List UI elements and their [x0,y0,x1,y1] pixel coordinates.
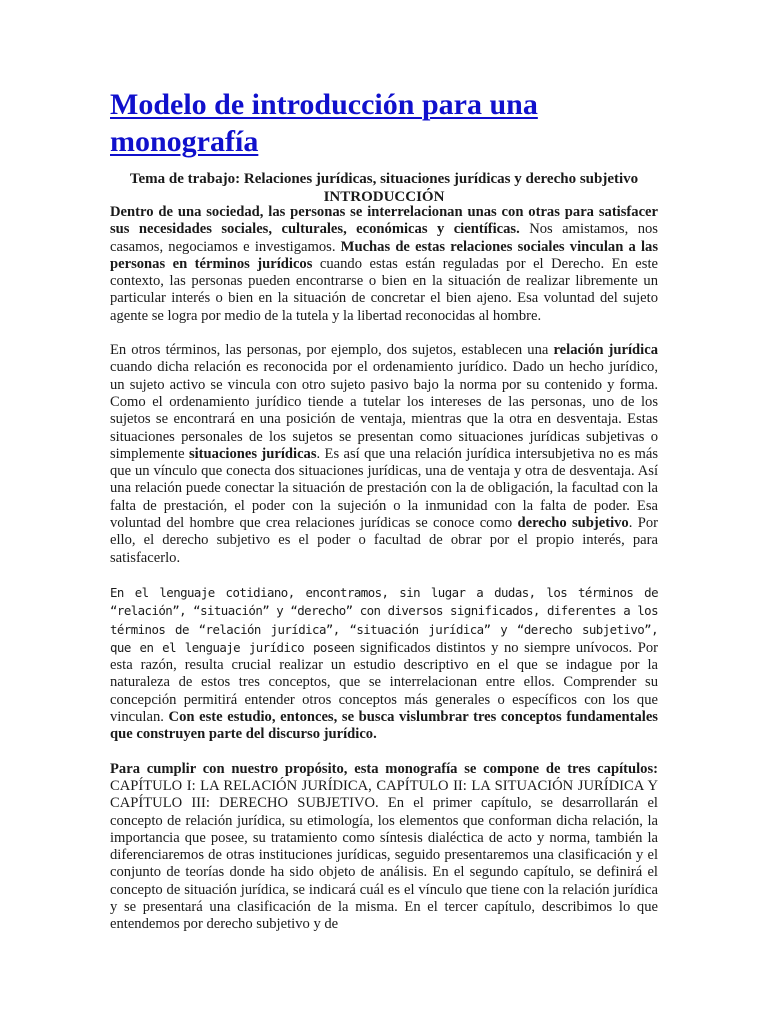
paragraph-2 [110,342,658,567]
text-run: cuando dicha relación es reconocida por el ordenamiento jurídico. Dado un hecho jurídico, un sujeto activo se vincula con otro sujeto pasivo bajo la norma por su contenido y forma. Como el ordenamiento jurídico tiende a tutelar los intereses de las personas, uno de los sujetos se encontrará en una posición de ventaja, mientras que la otra en desventaja. Estas situaciones personales de los sujetos se presentan como situaciones jurídicas subjetivas o simplemente [110,359,658,462]
text-run: relación jurídica [553,342,659,359]
text-run: Nos amistamos, nos casamos, negociamos e investigamos. [110,221,658,255]
text-run: cuando estas están reguladas por el Derecho. En este contexto, las personas pueden encontrarse o bien en la situación de realizar libremente un particular interés o bien en la situación de concretar el bien ajeno. Esa voluntad del sujeto agente se logra por medio de la tutela y la libertad reconocidas al hombre. [110,255,658,324]
text-run: En otros términos, las personas, por ejemplo, dos sujetos, establecen una [110,342,554,359]
text-run: En el lenguaje cotidiano, encontramos, sin lugar a dudas, los términos de “relación”, “situación” y “derecho” con diversos significados, diferentes a los términos de “relación jurídica”, “situación jurídica” y “derecho subjetivo”, que en el lenguaje jurídico poseen [110,584,658,655]
paragraph-1 [110,204,658,325]
document-body [110,204,658,934]
subject-line: Tema de trabajo: Relaciones jurídicas, situaciones jurídicas y derecho subjetivo [129,171,639,187]
section-heading: INTRODUCCIÓN [323,189,445,205]
text-run: . Es así que una relación jurídica intersubjetiva no es más que un vínculo que conecta dos situaciones jurídicas, una de ventaja y otra de desventaja. Así una relación puede conectar la situación de prestación con la de obligación, la facultad con la falta de prestación, el poder con la sujeción o la inmunidad con la falta de poder. Esa voluntad del hombre que crea relaciones jurídicas se conoce como [110,445,658,532]
text-run: situaciones jurídicas [188,445,317,462]
text-run: derecho subjetivo [517,515,629,532]
text-run: Para cumplir con nuestro propósito, esta monografía se compone de tres capítulos: [110,760,658,777]
text-run: CAPÍTULO I: LA RELACIÓN JURÍDICA, CAPÍTULO II: LA SITUACIÓN JURÍDICA Y CAPÍTULO III: DERECHO SUBJETIVO. En el primer capítulo, se desarrollarán el concepto de relación jurídica, su etimología, los elementos que conforman dicha relación, la importancia que posee, su tratamiento como síntesis dialéctica de acto y norma, también la diferenciaremos de otras instituciones jurídicas, seguido presentaremos una clasificación y el conjunto de teorías donde ha sido objeto de análisis. En el segundo capítulo, se definirá el concepto de situación jurídica, se indicará cuál es el vínculo que tiene con la relación jurídica y se presentará una clasificación de la misma. En el tercer capítulo, describimos lo que entendemos por derecho subjetivo y de [110,777,658,933]
text-run: significados distintos y no siempre unívocos. Por esta razón, resulta crucial realizar un estudio descriptivo en el que se indague por la naturaleza de estos tres conceptos, que se interrelacionan entre ellos. Comprender su concepción permitirá entender otros conceptos más generales o específicos con los que vinculan. [110,639,658,726]
text-run: Dentro de una sociedad, las personas se interrelacionan unas con otras para satisfacer sus necesidades sociales, culturales, económicas y científicas. [110,204,658,238]
paragraph-4 [110,761,658,934]
paragraph-3 [110,584,658,744]
document-title[interactable]: Modelo de introducción para una monografía [110,88,538,158]
text-run: Muchas de estas relaciones sociales vinculan a las personas en términos jurídicos [110,238,659,272]
text-run: . Por ello, el derecho subjetivo es el poder o facultad de obrar por el propio interés, para satisfacerlo. [110,515,658,566]
text-run: Con este estudio, entonces, se busca vislumbrar tres conceptos fundamentales que construyen parte del discurso jurídico. [110,709,658,743]
